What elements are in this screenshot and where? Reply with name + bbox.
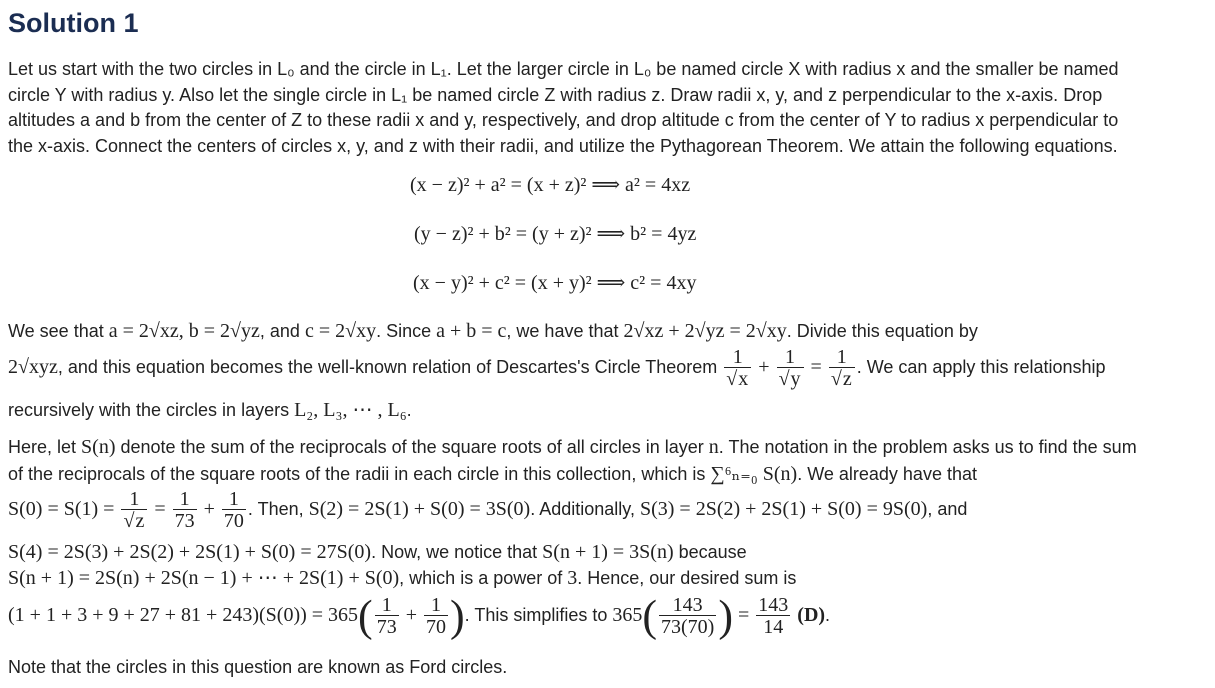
paragraph-3-line-6 <box>8 591 831 641</box>
math-three: 3 <box>567 567 578 589</box>
text: . Now, we notice that <box>371 542 543 562</box>
solution-page <box>8 0 1208 688</box>
math-sum: a + b = c <box>436 320 507 342</box>
paragraph-2-line-3 <box>8 397 412 423</box>
text: Here, let <box>8 437 82 457</box>
paragraph-3-line-2 <box>8 461 977 487</box>
math-sn: S(n) <box>81 436 116 458</box>
fraction: $\frac{1}{73}$ <box>174 487 195 532</box>
math-n: n <box>708 436 719 458</box>
text: denote the sum of the reciprocals of the square roots of all circles in layer <box>115 437 709 457</box>
math-365: 365 <box>612 604 643 626</box>
text: . Hence, our desired sum is <box>577 568 797 588</box>
math-summation: ∑⁶ₙ₌₀ S(n) <box>710 463 798 485</box>
text: . Since <box>376 321 437 341</box>
paragraph-3-line-1 <box>8 434 1137 460</box>
fraction: $\frac{1}{73}$ <box>376 593 397 638</box>
answer-choice: (D) <box>797 604 826 626</box>
text: . We already have that <box>797 464 977 484</box>
text: , and this equation becomes the well-known relation of Descartes's Circle Theorem <box>57 357 723 377</box>
total-fraction: ( $\frac{1}{73}$ + $\frac{1}{70}$ ) <box>358 591 465 641</box>
simplified-fraction: ( $\frac{143}{73(70)}$ ) = $\frac{143}{14}$ (D) <box>642 591 826 641</box>
text: . Additionally, <box>530 499 640 519</box>
text: . <box>406 400 412 420</box>
text: recursively with the circles in layers <box>8 400 295 420</box>
paragraph-1-line-3: altitudes a and b from the center of Z to these radii x and y, respectively, and drop altitude c from the center of Y to radius x perpendicular to <box>8 110 1119 130</box>
fraction: $\frac{143}{73(70)}$ <box>661 593 715 638</box>
text: . Divide this equation by <box>786 321 978 341</box>
equation-1: (x − z)² + a² = (x + z)² ⟹ a² = 4xz <box>410 174 691 196</box>
text: of the reciprocals of the square roots of the radii in each circle in this collection, which is <box>8 464 711 484</box>
descartes-relation: $\frac{1}{√x}$ + $\frac{1}{√y}$ = $\frac{1}{√z}$ <box>722 356 856 378</box>
text: , and <box>259 321 305 341</box>
math-s2: S(2) = 2S(1) + S(0) = 3S(0) <box>308 498 531 520</box>
fraction: $\frac{1}{√y}$ <box>777 347 804 390</box>
fraction: $\frac{1}{√x}$ <box>724 347 751 390</box>
paragraph-2-line-2 <box>8 344 1106 390</box>
paragraph-3-line-5 <box>8 565 796 591</box>
equation-3: (x − y)² + c² = (x + y)² ⟹ c² = 4xy <box>413 272 697 294</box>
solution-heading: Solution 1 <box>8 8 139 38</box>
math-recurrence: S(n + 1) = 3S(n) <box>542 541 674 563</box>
math-s0: S(0) = S(1) = <box>8 498 120 520</box>
paragraph-1-line-1: Let us start with the two circles in L₀ and the circle in L₁. Let the larger circle in L₀ be named circle X with radius x and the smaller be named <box>8 59 1119 79</box>
math-ab: a = 2√xz, b = 2√yz <box>108 320 260 342</box>
text: , and <box>927 499 968 519</box>
fraction: $\frac{1}{70}$ <box>425 593 446 638</box>
text: . This simplifies to <box>464 605 613 625</box>
math-s4: S(4) = 2S(3) + 2S(2) + 2S(1) + S(0) = 27S(0) <box>8 541 372 563</box>
math-relation: 2√xz + 2√yz = 2√xy <box>623 320 787 342</box>
text: . The notation in the problem asks us to find the sum <box>718 437 1137 457</box>
math-layers: L₂, L₃, ⋯ , L₆ <box>294 399 407 421</box>
math-divisor: 2√xyz <box>8 356 58 378</box>
fraction: $\frac{1}{√z}$ <box>121 489 147 532</box>
math-expansion: S(n + 1) = 2S(n) + 2S(n − 1) + ⋯ + 2S(1) + S(0) <box>8 567 400 589</box>
fraction: $\frac{1}{√z}$ <box>829 347 855 390</box>
text: , we have that <box>506 321 624 341</box>
paragraph-1-line-2: circle Y with radius y. Also let the single circle in L₁ be named circle Z with radius z. Draw radii x, y, and z perpendicular to the x-axis. Drop <box>8 85 1103 105</box>
fraction: $\frac{1}{70}$ <box>223 487 244 532</box>
note: Note that the circles in this question are known as Ford circles. <box>8 657 508 677</box>
text: . <box>825 605 831 625</box>
paragraph-3-line-3 <box>8 486 967 532</box>
text: because <box>673 542 747 562</box>
paragraph-1-line-4: the x-axis. Connect the centers of circles x, y, and z with their radii, and utilize the Pythagorean Theorem. We attain the following equations. <box>8 136 1118 156</box>
math-s3: S(3) = 2S(2) + 2S(1) + S(0) = 9S(0) <box>639 498 928 520</box>
text: , which is a power of <box>399 568 568 588</box>
s0-fractions: $\frac{1}{√z}$ = $\frac{1}{73}$ + $\frac{1}{70}$ <box>123 487 244 532</box>
math-c: c = 2√xy <box>304 320 377 342</box>
paragraph-3-line-4 <box>8 539 747 565</box>
fraction: $\frac{143}{14}$ <box>758 593 789 638</box>
paragraph-2-line-1 <box>8 318 978 344</box>
math-total: (1 + 1 + 3 + 9 + 27 + 81 + 243)(S(0)) = 365 <box>8 604 359 626</box>
text: . We can apply this relationship <box>856 357 1106 377</box>
text: We see that <box>8 321 109 341</box>
equation-2: (y − z)² + b² = (y + z)² ⟹ b² = 4yz <box>414 223 697 245</box>
text: . Then, <box>247 499 309 519</box>
